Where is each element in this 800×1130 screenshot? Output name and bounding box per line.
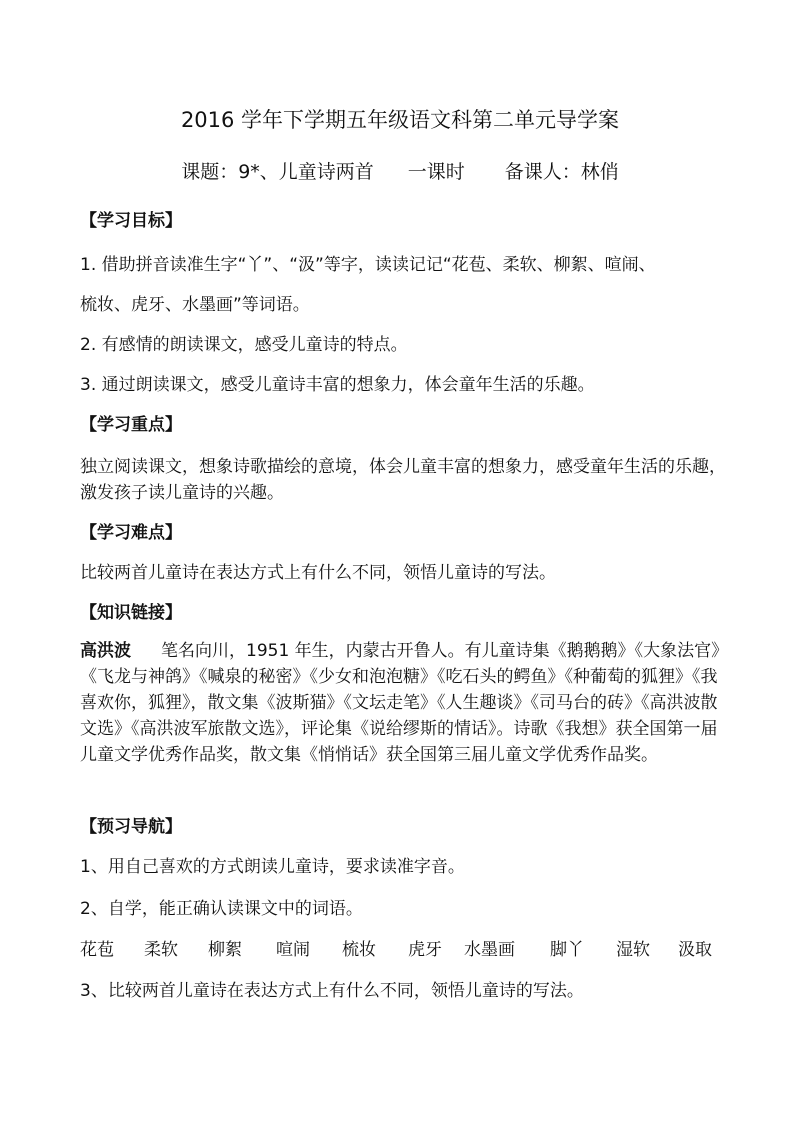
key-points-text: 独立阅读课文，想象诗歌描绘的意境，体会儿童丰富的想象力，感受童年生活的乐趣，激发孩子读儿童诗的兴趣。 — [80, 457, 726, 503]
preview-step-3: 3、比较两首儿童诗在表达方式上有什么不同，领悟儿童诗的写法。 — [80, 981, 584, 1001]
preview-step-1: 1、用自己喜欢的方式朗读儿童诗，要求读准字音。 — [80, 857, 465, 877]
preview-step-2: 2、自学，能正确认读课文中的词语。 — [80, 899, 363, 919]
lesson-topic: 课题：9*、儿童诗两首 — [181, 161, 374, 183]
vocab-word: 脚丫 — [550, 940, 584, 960]
lesson-teacher: 备课人：林俏 — [504, 161, 619, 183]
knowledge-paragraph — [80, 638, 730, 768]
vocab-word: 水墨画 — [464, 940, 515, 960]
preview-heading: 【预习导航】 — [80, 817, 182, 837]
vocab-word: 汲取 — [678, 940, 712, 960]
vocab-word: 虎牙 — [408, 940, 442, 960]
goal-item-1-cont: 梳妆、虎牙、水墨画”等词语。 — [80, 295, 310, 315]
lesson-period: 一课时 — [407, 161, 465, 183]
vocab-word: 柳絮 — [208, 940, 242, 960]
goals-heading: 【学习目标】 — [80, 211, 182, 231]
vocab-word: 湿软 — [616, 940, 650, 960]
goal-item-3: 3. 通过朗读课文，感受儿童诗丰富的想象力，体会童年生活的乐趣。 — [80, 375, 595, 395]
lesson-info — [0, 156, 800, 188]
goal-item-2: 2. 有感情的朗读课文，感受儿童诗的特点。 — [80, 335, 408, 355]
document-title: 2016 学年下学期五年级语文科第二单元导学案 — [180, 108, 620, 132]
goal-item-1: 1. 借助拼音读准生字“丫”、“汲”等字，读读记记“花苞、柔软、柳絮、喧闹、 — [80, 255, 656, 275]
vocab-word: 喧闹 — [276, 940, 310, 960]
vocab-word: 柔软 — [144, 940, 178, 960]
difficulties-heading: 【学习难点】 — [80, 523, 182, 543]
knowledge-heading: 【知识链接】 — [80, 603, 182, 623]
vocab-word: 花苞 — [80, 940, 114, 960]
author-bio: 笔名向川，1951 年生，内蒙古开鲁人。有儿童诗集《鹅鹅鹅》《大象法官》《飞龙与神鸽》《喊泉的秘密》《少女和泡泡糖》《吃石头的鳄鱼》《种葡萄的狐狸》《我喜欢你，狐狸》，散文集《波斯猫》《文坛走笔》《人生趣谈》《司马台的砖》《高洪波散文选》《高洪波军旅散文选》，评论集《说给缪斯的情话》。诗歌《我想》获全国第一届儿童文学优秀作品奖，散文集《悄悄话》获全国第三届儿童文学优秀作品奖。 — [80, 641, 729, 765]
author-name: 高洪波 — [80, 641, 131, 661]
difficulties-text: 比较两首儿童诗在表达方式上有什么不同，领悟儿童诗的写法。 — [80, 563, 556, 583]
key-points-heading: 【学习重点】 — [80, 415, 182, 435]
vocab-word: 梳妆 — [342, 940, 376, 960]
